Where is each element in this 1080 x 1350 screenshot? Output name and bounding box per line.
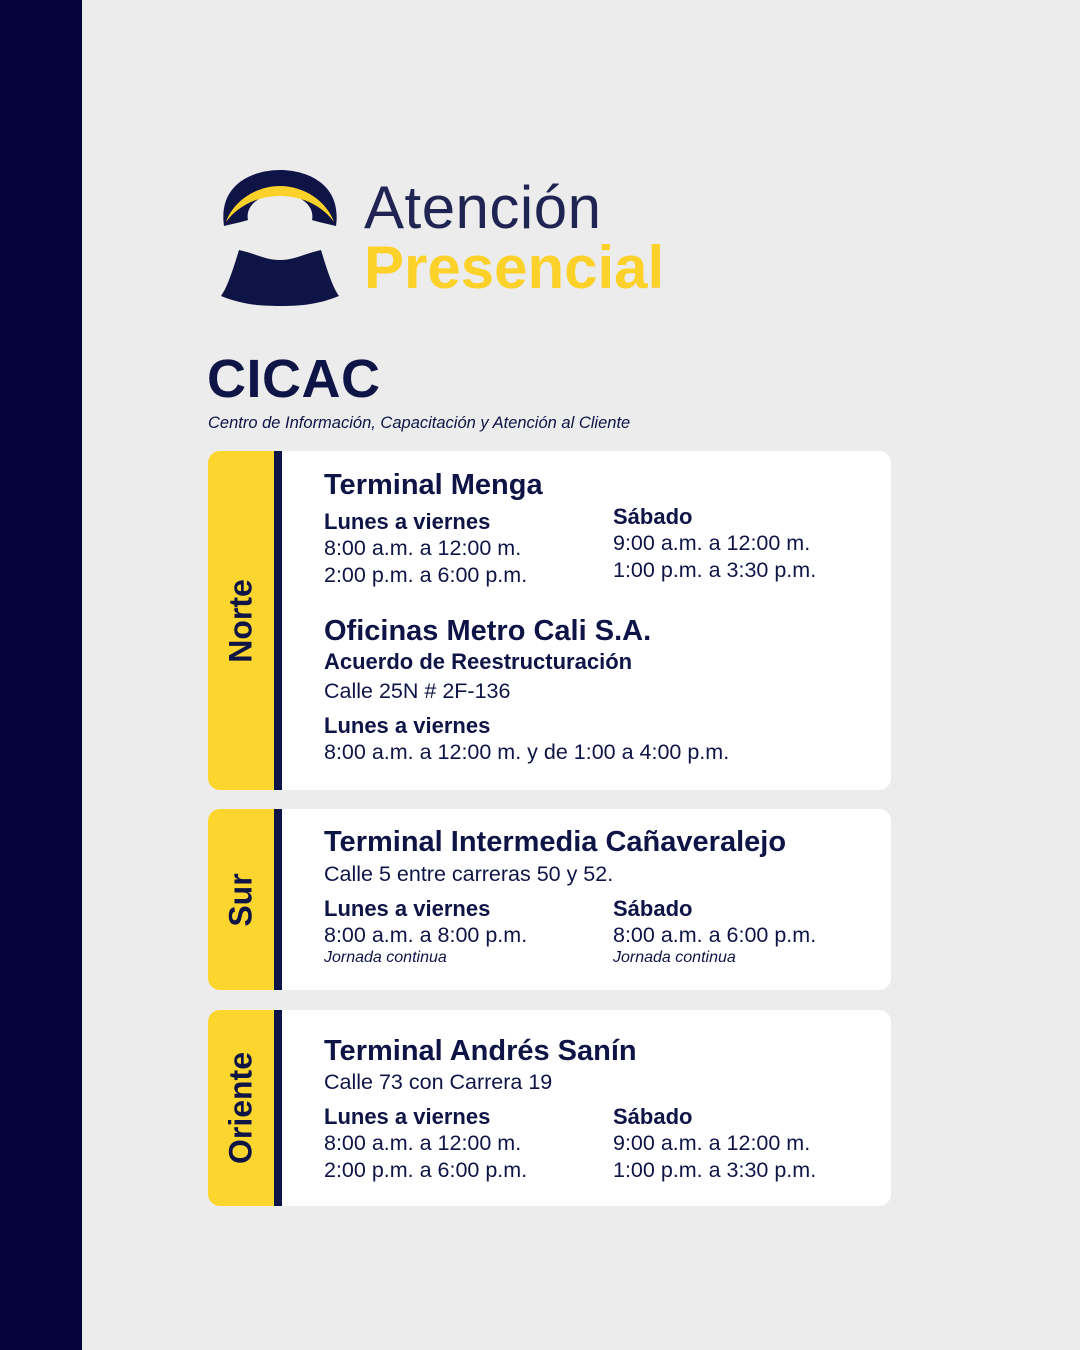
weekday-time: 2:00 p.m. a 6:00 p.m. (324, 1158, 528, 1182)
weekday-time: 8:00 a.m. a 12:00 m. (324, 536, 522, 560)
location-title: Oficinas Metro Cali S.A. (324, 615, 652, 647)
weekday-label: Lunes a viernes (324, 896, 491, 921)
divider-stripe (274, 809, 282, 990)
heading-atencion: Atención (364, 174, 602, 241)
weekday-time: 2:00 p.m. a 6:00 p.m. (324, 563, 528, 587)
weekday-time: 8:00 a.m. a 12:00 m. y de 1:00 a 4:00 p.m. (324, 740, 730, 764)
location-address: Calle 5 entre carreras 50 y 52. (324, 862, 614, 886)
org-full-name: Centro de Información, Capacitación y Atención al Cliente (208, 414, 631, 432)
zone-label-oriente: Oriente (222, 1051, 259, 1165)
card-sur (208, 809, 891, 990)
person-icon (215, 166, 345, 306)
card-oriente (208, 1010, 891, 1206)
saturday-time: 8:00 a.m. a 6:00 p.m. (613, 923, 817, 947)
weekday-label: Lunes a viernes (324, 713, 491, 738)
zone-tab-sur (208, 809, 274, 990)
card-norte (208, 451, 891, 790)
zone-label-norte: Norte (222, 578, 259, 663)
saturday-time: 9:00 a.m. a 12:00 m. (613, 1131, 811, 1155)
zone-tab-oriente (208, 1010, 274, 1206)
left-accent-bar (0, 0, 82, 1350)
saturday-label: Sábado (613, 896, 693, 921)
saturday-time: 1:00 p.m. a 3:30 p.m. (613, 1158, 817, 1182)
divider-stripe (274, 1010, 282, 1206)
location-title: Terminal Menga (324, 469, 543, 501)
saturday-note: Jornada continua (613, 949, 736, 966)
zone-label-sur: Sur (222, 872, 259, 927)
org-name: CICAC (207, 349, 381, 409)
zone-tab-norte (208, 451, 274, 790)
location-address: Calle 73 con Carrera 19 (324, 1070, 553, 1094)
location-title: Terminal Intermedia Cañaveralejo (324, 826, 787, 858)
saturday-time: 1:00 p.m. a 3:30 p.m. (613, 558, 817, 582)
weekday-label: Lunes a viernes (324, 1104, 491, 1129)
weekday-label: Lunes a viernes (324, 509, 491, 534)
location-subtitle: Acuerdo de Reestructuración (324, 649, 633, 674)
location-title: Terminal Andrés Sanín (324, 1035, 637, 1067)
weekday-time: 8:00 a.m. a 8:00 p.m. (324, 923, 528, 947)
location-address: Calle 25N # 2F-136 (324, 679, 511, 703)
saturday-label: Sábado (613, 1104, 693, 1129)
saturday-time: 9:00 a.m. a 12:00 m. (613, 531, 811, 555)
weekday-note: Jornada continua (324, 949, 447, 966)
heading-presencial: Presencial (364, 234, 665, 301)
divider-stripe (274, 451, 282, 790)
weekday-time: 8:00 a.m. a 12:00 m. (324, 1131, 522, 1155)
saturday-label: Sábado (613, 504, 693, 529)
